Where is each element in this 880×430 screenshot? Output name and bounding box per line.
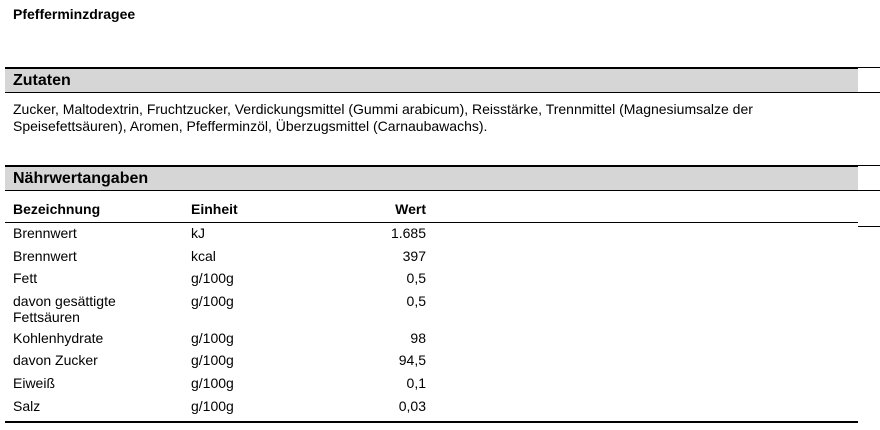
header-edge-line [858, 226, 880, 227]
row-value: 397 [402, 248, 426, 264]
row-unit: kJ [191, 225, 205, 241]
row-name: davon Zucker [13, 352, 98, 368]
row-value: 98 [410, 330, 426, 346]
row-name: Salz [13, 398, 41, 414]
column-header-name: Bezeichnung [13, 201, 101, 217]
row-name: Kohlenhydrate [13, 330, 104, 346]
row-unit: g/100g [191, 293, 234, 309]
header-edge-line [858, 165, 880, 166]
row-value: 0,1 [406, 375, 426, 391]
row-unit: g/100g [191, 375, 234, 391]
column-header-value: Wert [395, 201, 426, 217]
row-unit: g/100g [191, 330, 234, 346]
row-value: 0,5 [406, 293, 426, 309]
row-unit: kcal [191, 248, 216, 264]
row-name: davon gesättigte Fettsäuren [13, 293, 116, 325]
row-name: Eiweiß [13, 375, 56, 391]
header-edge-line [858, 190, 880, 191]
table-header-divider [5, 222, 858, 223]
table-bottom-border [5, 421, 858, 423]
row-value: 0,5 [406, 270, 426, 286]
column-header-unit: Einheit [191, 201, 238, 217]
row-name: Brennwert [13, 248, 77, 264]
row-value: 0,03 [398, 398, 426, 414]
header-edge-line [858, 67, 880, 68]
ingredients-text: Zucker, Maltodextrin, Fruchtzucker, Verdickungsmittel (Gummi arabicum), Reisstärke, Trennmittel (Magnesiumsalze der Speisefettsäuren), Aromen, Pfefferminzöl, Überzugsmittel (Carnaubawachs). [13, 101, 753, 134]
row-name: Fett [13, 270, 38, 286]
row-unit: g/100g [191, 352, 234, 368]
row-value: 94,5 [398, 352, 426, 368]
product-title: Pfefferminzdragee [13, 6, 136, 22]
row-value: 1.685 [390, 225, 426, 241]
row-name: Brennwert [13, 225, 77, 241]
row-unit: g/100g [191, 270, 234, 286]
row-unit: g/100g [191, 398, 234, 414]
ingredients-heading: Zutaten [5, 67, 858, 93]
nutrition-heading: Nährwertangaben [5, 165, 858, 191]
header-edge-line [858, 92, 880, 93]
